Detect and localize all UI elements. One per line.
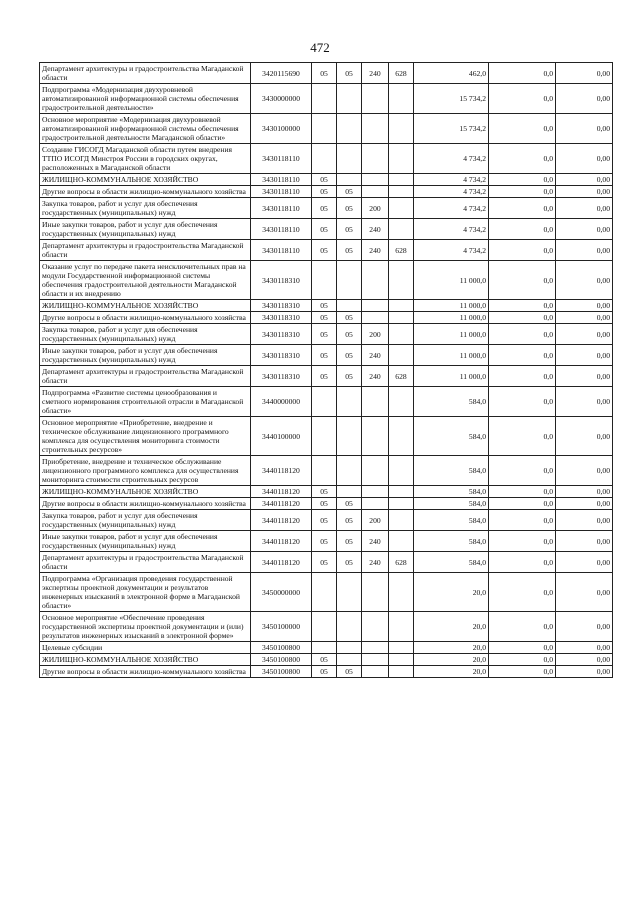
row-amount-2-cell: 0,0 bbox=[489, 456, 556, 486]
row-expense-type-cell: 200 bbox=[362, 324, 389, 345]
row-amount-2-cell: 0,0 bbox=[489, 486, 556, 498]
row-amount-2-cell: 0,0 bbox=[489, 666, 556, 678]
table-row bbox=[40, 114, 613, 144]
row-amount-1-cell: 4 734,2 bbox=[414, 219, 489, 240]
row-expense-type-cell bbox=[362, 84, 389, 114]
row-name-cell: Приобретение, внедрение и техническое обслуживание лицензионного программного комплекса для осуществления мониторинга стоимости строительных ресурсов bbox=[40, 456, 251, 486]
row-code-cell: 3450000000 bbox=[251, 573, 312, 612]
row-amount-2-cell: 0,0 bbox=[489, 498, 556, 510]
row-section-cell: 05 bbox=[312, 300, 337, 312]
row-expense-type-cell bbox=[362, 312, 389, 324]
table-row bbox=[40, 552, 613, 573]
row-code-cell: 3440118120 bbox=[251, 552, 312, 573]
row-amount-3-cell: 0,00 bbox=[556, 573, 613, 612]
row-subsection-cell: 05 bbox=[337, 366, 362, 387]
row-amount-1-cell: 584,0 bbox=[414, 552, 489, 573]
row-name-cell: ЖИЛИЩНО-КОММУНАЛЬНОЕ ХОЗЯЙСТВО bbox=[40, 486, 251, 498]
row-expense-type-cell: 200 bbox=[362, 198, 389, 219]
row-subsection-cell: 05 bbox=[337, 498, 362, 510]
row-department-cell bbox=[389, 456, 414, 486]
table-row bbox=[40, 654, 613, 666]
row-name-cell: Закупка товаров, работ и услуг для обеспечения государственных (муниципальных) нужд bbox=[40, 198, 251, 219]
row-amount-2-cell: 0,0 bbox=[489, 324, 556, 345]
row-expense-type-cell bbox=[362, 417, 389, 456]
row-name-cell: Основное мероприятие «Обеспечение проведения государственной экспертизы проектной документации и (или) результатов инженерных изысканий в электронной форме» bbox=[40, 612, 251, 642]
row-amount-1-cell: 584,0 bbox=[414, 417, 489, 456]
row-amount-2-cell: 0,0 bbox=[489, 366, 556, 387]
row-name-cell: Другие вопросы в области жилищно-коммунального хозяйства bbox=[40, 186, 251, 198]
row-expense-type-cell: 240 bbox=[362, 366, 389, 387]
table-row bbox=[40, 573, 613, 612]
row-subsection-cell: 05 bbox=[337, 531, 362, 552]
row-subsection-cell bbox=[337, 654, 362, 666]
budget-table bbox=[39, 62, 613, 678]
row-department-cell bbox=[389, 654, 414, 666]
row-amount-1-cell: 584,0 bbox=[414, 387, 489, 417]
row-code-cell: 3450100000 bbox=[251, 612, 312, 642]
row-code-cell: 3430118110 bbox=[251, 186, 312, 198]
row-amount-2-cell: 0,0 bbox=[489, 312, 556, 324]
row-section-cell bbox=[312, 612, 337, 642]
row-amount-3-cell: 0,00 bbox=[556, 300, 613, 312]
row-amount-3-cell: 0,00 bbox=[556, 498, 613, 510]
row-name-cell: Иные закупки товаров, работ и услуг для обеспечения государственных (муниципальных) нужд bbox=[40, 531, 251, 552]
row-amount-2-cell: 0,0 bbox=[489, 84, 556, 114]
row-name-cell: Департамент архитектуры и градостроительства Магаданской области bbox=[40, 552, 251, 573]
row-name-cell: Целевые субсидии bbox=[40, 642, 251, 654]
row-section-cell: 05 bbox=[312, 324, 337, 345]
row-name-cell: Закупка товаров, работ и услуг для обеспечения государственных (муниципальных) нужд bbox=[40, 324, 251, 345]
row-amount-1-cell: 4 734,2 bbox=[414, 198, 489, 219]
row-amount-1-cell: 4 734,2 bbox=[414, 240, 489, 261]
row-amount-3-cell: 0,00 bbox=[556, 417, 613, 456]
row-amount-3-cell: 0,00 bbox=[556, 456, 613, 486]
row-section-cell: 05 bbox=[312, 312, 337, 324]
row-name-cell: Основное мероприятие «Приобретение, внедрение и техническое обслуживание лицензионного программного комплекса для осуществления мониторинга стоимости строительных ресурсов» bbox=[40, 417, 251, 456]
row-code-cell: 3430100000 bbox=[251, 114, 312, 144]
row-department-cell: 628 bbox=[389, 63, 414, 84]
row-amount-1-cell: 584,0 bbox=[414, 456, 489, 486]
row-amount-1-cell: 20,0 bbox=[414, 666, 489, 678]
row-section-cell bbox=[312, 144, 337, 174]
row-amount-3-cell: 0,00 bbox=[556, 174, 613, 186]
row-subsection-cell bbox=[337, 84, 362, 114]
row-code-cell: 3430118310 bbox=[251, 366, 312, 387]
row-expense-type-cell bbox=[362, 642, 389, 654]
row-expense-type-cell bbox=[362, 114, 389, 144]
row-section-cell: 05 bbox=[312, 345, 337, 366]
row-amount-1-cell: 584,0 bbox=[414, 531, 489, 552]
table-row bbox=[40, 486, 613, 498]
table-row bbox=[40, 642, 613, 654]
row-subsection-cell: 05 bbox=[337, 198, 362, 219]
row-expense-type-cell bbox=[362, 612, 389, 642]
row-amount-1-cell: 4 734,2 bbox=[414, 174, 489, 186]
row-name-cell: Оказание услуг по передаче пакета неисключительных прав на модули Государственной информационной системы обеспечения градостроительной деятельности Магаданской области и их внедрению bbox=[40, 261, 251, 300]
row-section-cell bbox=[312, 387, 337, 417]
row-department-cell bbox=[389, 261, 414, 300]
row-subsection-cell: 05 bbox=[337, 240, 362, 261]
row-amount-2-cell: 0,0 bbox=[489, 345, 556, 366]
row-subsection-cell: 05 bbox=[337, 312, 362, 324]
row-code-cell: 3430118310 bbox=[251, 324, 312, 345]
row-name-cell: Подпрограмма «Модернизация двухуровневой автоматизированной информационной системы обеспечения градостроительной деятельности» bbox=[40, 84, 251, 114]
row-name-cell: Департамент архитектуры и градостроительства Магаданской области bbox=[40, 63, 251, 84]
row-section-cell bbox=[312, 114, 337, 144]
row-amount-3-cell: 0,00 bbox=[556, 366, 613, 387]
row-amount-1-cell: 20,0 bbox=[414, 654, 489, 666]
row-name-cell: ЖИЛИЩНО-КОММУНАЛЬНОЕ ХОЗЯЙСТВО bbox=[40, 300, 251, 312]
table-row bbox=[40, 387, 613, 417]
row-section-cell: 05 bbox=[312, 486, 337, 498]
row-amount-2-cell: 0,0 bbox=[489, 114, 556, 144]
table-row bbox=[40, 144, 613, 174]
row-department-cell bbox=[389, 666, 414, 678]
row-code-cell: 3430118310 bbox=[251, 345, 312, 366]
row-expense-type-cell bbox=[362, 654, 389, 666]
row-subsection-cell bbox=[337, 261, 362, 300]
row-name-cell: Иные закупки товаров, работ и услуг для обеспечения государственных (муниципальных) нужд bbox=[40, 219, 251, 240]
row-subsection-cell: 05 bbox=[337, 186, 362, 198]
row-subsection-cell bbox=[337, 612, 362, 642]
row-code-cell: 3430118110 bbox=[251, 174, 312, 186]
table-row bbox=[40, 312, 613, 324]
table-row bbox=[40, 456, 613, 486]
row-subsection-cell bbox=[337, 642, 362, 654]
row-amount-3-cell: 0,00 bbox=[556, 186, 613, 198]
row-amount-3-cell: 0,00 bbox=[556, 486, 613, 498]
row-amount-2-cell: 0,0 bbox=[489, 63, 556, 84]
row-amount-3-cell: 0,00 bbox=[556, 84, 613, 114]
row-amount-3-cell: 0,00 bbox=[556, 552, 613, 573]
table-row bbox=[40, 186, 613, 198]
row-amount-1-cell: 15 734,2 bbox=[414, 114, 489, 144]
row-amount-1-cell: 20,0 bbox=[414, 612, 489, 642]
row-subsection-cell bbox=[337, 114, 362, 144]
row-amount-3-cell: 0,00 bbox=[556, 654, 613, 666]
row-section-cell bbox=[312, 84, 337, 114]
row-code-cell: 3430118310 bbox=[251, 300, 312, 312]
row-name-cell: Подпрограмма «Организация проведения государственной экспертизы проектной документации и результатов инженерных изысканий в электронной форме в Магаданской области» bbox=[40, 573, 251, 612]
row-expense-type-cell: 240 bbox=[362, 531, 389, 552]
page-number: 472 bbox=[310, 40, 330, 55]
row-amount-1-cell: 4 734,2 bbox=[414, 144, 489, 174]
row-amount-2-cell: 0,0 bbox=[489, 642, 556, 654]
table-row bbox=[40, 174, 613, 186]
row-code-cell: 3430118310 bbox=[251, 312, 312, 324]
row-subsection-cell: 05 bbox=[337, 63, 362, 84]
row-department-cell bbox=[389, 612, 414, 642]
row-expense-type-cell bbox=[362, 186, 389, 198]
row-amount-1-cell: 20,0 bbox=[414, 642, 489, 654]
row-section-cell: 05 bbox=[312, 219, 337, 240]
row-code-cell: 3420115690 bbox=[251, 63, 312, 84]
row-section-cell bbox=[312, 573, 337, 612]
row-amount-3-cell: 0,00 bbox=[556, 642, 613, 654]
table-row bbox=[40, 498, 613, 510]
row-department-cell bbox=[389, 84, 414, 114]
row-subsection-cell bbox=[337, 174, 362, 186]
table-row bbox=[40, 666, 613, 678]
table-row bbox=[40, 219, 613, 240]
table-row bbox=[40, 417, 613, 456]
row-amount-1-cell: 584,0 bbox=[414, 510, 489, 531]
row-amount-3-cell: 0,00 bbox=[556, 612, 613, 642]
row-department-cell bbox=[389, 531, 414, 552]
row-amount-1-cell: 584,0 bbox=[414, 498, 489, 510]
row-subsection-cell bbox=[337, 387, 362, 417]
row-code-cell: 3440118120 bbox=[251, 456, 312, 486]
row-section-cell bbox=[312, 456, 337, 486]
row-name-cell: Департамент архитектуры и градостроительства Магаданской области bbox=[40, 240, 251, 261]
row-section-cell: 05 bbox=[312, 186, 337, 198]
row-expense-type-cell bbox=[362, 666, 389, 678]
row-subsection-cell bbox=[337, 300, 362, 312]
row-department-cell bbox=[389, 345, 414, 366]
row-amount-2-cell: 0,0 bbox=[489, 144, 556, 174]
table-row bbox=[40, 612, 613, 642]
row-name-cell: ЖИЛИЩНО-КОММУНАЛЬНОЕ ХОЗЯЙСТВО bbox=[40, 174, 251, 186]
row-expense-type-cell bbox=[362, 387, 389, 417]
row-amount-3-cell: 0,00 bbox=[556, 114, 613, 144]
row-amount-2-cell: 0,0 bbox=[489, 300, 556, 312]
row-subsection-cell bbox=[337, 144, 362, 174]
row-code-cell: 3450100800 bbox=[251, 654, 312, 666]
row-amount-1-cell: 11 000,0 bbox=[414, 345, 489, 366]
row-department-cell bbox=[389, 387, 414, 417]
row-code-cell: 3450100800 bbox=[251, 666, 312, 678]
row-department-cell bbox=[389, 144, 414, 174]
row-amount-2-cell: 0,0 bbox=[489, 552, 556, 573]
row-amount-3-cell: 0,00 bbox=[556, 219, 613, 240]
row-amount-2-cell: 0,0 bbox=[489, 240, 556, 261]
row-department-cell bbox=[389, 312, 414, 324]
row-code-cell: 3430000000 bbox=[251, 84, 312, 114]
row-amount-3-cell: 0,00 bbox=[556, 198, 613, 219]
row-subsection-cell: 05 bbox=[337, 552, 362, 573]
row-code-cell: 3440100000 bbox=[251, 417, 312, 456]
budget-table-body bbox=[40, 63, 613, 678]
row-name-cell: Другие вопросы в области жилищно-коммунального хозяйства bbox=[40, 498, 251, 510]
row-amount-2-cell: 0,0 bbox=[489, 654, 556, 666]
row-amount-3-cell: 0,00 bbox=[556, 666, 613, 678]
row-section-cell: 05 bbox=[312, 63, 337, 84]
row-expense-type-cell: 240 bbox=[362, 219, 389, 240]
row-expense-type-cell bbox=[362, 573, 389, 612]
row-amount-2-cell: 0,0 bbox=[489, 510, 556, 531]
row-expense-type-cell: 240 bbox=[362, 63, 389, 84]
row-subsection-cell bbox=[337, 456, 362, 486]
row-amount-3-cell: 0,00 bbox=[556, 345, 613, 366]
row-amount-1-cell: 15 734,2 bbox=[414, 84, 489, 114]
row-department-cell bbox=[389, 573, 414, 612]
row-expense-type-cell bbox=[362, 456, 389, 486]
row-section-cell: 05 bbox=[312, 531, 337, 552]
row-section-cell: 05 bbox=[312, 666, 337, 678]
row-amount-2-cell: 0,0 bbox=[489, 219, 556, 240]
row-code-cell: 3440000000 bbox=[251, 387, 312, 417]
row-amount-3-cell: 0,00 bbox=[556, 510, 613, 531]
row-subsection-cell bbox=[337, 417, 362, 456]
table-row bbox=[40, 510, 613, 531]
row-code-cell: 3450100800 bbox=[251, 642, 312, 654]
row-code-cell: 3440118120 bbox=[251, 486, 312, 498]
row-section-cell: 05 bbox=[312, 366, 337, 387]
row-section-cell bbox=[312, 261, 337, 300]
table-row bbox=[40, 63, 613, 84]
row-department-cell bbox=[389, 186, 414, 198]
row-subsection-cell bbox=[337, 486, 362, 498]
table-row bbox=[40, 261, 613, 300]
row-amount-2-cell: 0,0 bbox=[489, 417, 556, 456]
row-department-cell bbox=[389, 486, 414, 498]
row-code-cell: 3430118310 bbox=[251, 261, 312, 300]
table-row bbox=[40, 84, 613, 114]
row-amount-1-cell: 11 000,0 bbox=[414, 324, 489, 345]
row-section-cell: 05 bbox=[312, 510, 337, 531]
row-subsection-cell: 05 bbox=[337, 666, 362, 678]
row-amount-1-cell: 462,0 bbox=[414, 63, 489, 84]
row-expense-type-cell: 240 bbox=[362, 345, 389, 366]
row-section-cell: 05 bbox=[312, 552, 337, 573]
row-name-cell: Подпрограмма «Развитие системы ценообразования и сметного нормирования строительной отрасли в Магаданской области» bbox=[40, 387, 251, 417]
row-name-cell: Основное мероприятие «Модернизация двухуровневой автоматизированной информационной системы обеспечения градостроительной деятельности Магаданской области» bbox=[40, 114, 251, 144]
row-expense-type-cell bbox=[362, 498, 389, 510]
row-code-cell: 3440118120 bbox=[251, 531, 312, 552]
row-amount-1-cell: 20,0 bbox=[414, 573, 489, 612]
row-department-cell: 628 bbox=[389, 366, 414, 387]
row-code-cell: 3430118110 bbox=[251, 198, 312, 219]
row-amount-2-cell: 0,0 bbox=[489, 573, 556, 612]
row-expense-type-cell: 200 bbox=[362, 510, 389, 531]
row-subsection-cell: 05 bbox=[337, 324, 362, 345]
row-name-cell: Создание ГИСОГД Магаданской области путем внедрения ТТПО ИСОГД Минстроя России в городских округах, расположенных в Магаданской области bbox=[40, 144, 251, 174]
row-department-cell: 628 bbox=[389, 552, 414, 573]
row-amount-1-cell: 11 000,0 bbox=[414, 261, 489, 300]
row-amount-2-cell: 0,0 bbox=[489, 612, 556, 642]
row-expense-type-cell: 240 bbox=[362, 240, 389, 261]
row-amount-2-cell: 0,0 bbox=[489, 174, 556, 186]
row-code-cell: 3430118110 bbox=[251, 240, 312, 261]
row-amount-2-cell: 0,0 bbox=[489, 186, 556, 198]
row-subsection-cell: 05 bbox=[337, 345, 362, 366]
row-expense-type-cell bbox=[362, 261, 389, 300]
row-amount-2-cell: 0,0 bbox=[489, 387, 556, 417]
row-amount-3-cell: 0,00 bbox=[556, 387, 613, 417]
row-subsection-cell bbox=[337, 573, 362, 612]
row-department-cell bbox=[389, 642, 414, 654]
row-department-cell bbox=[389, 510, 414, 531]
table-row bbox=[40, 531, 613, 552]
row-name-cell: Другие вопросы в области жилищно-коммунального хозяйства bbox=[40, 312, 251, 324]
row-amount-3-cell: 0,00 bbox=[556, 531, 613, 552]
row-section-cell: 05 bbox=[312, 198, 337, 219]
row-name-cell: Другие вопросы в области жилищно-коммунального хозяйства bbox=[40, 666, 251, 678]
row-department-cell bbox=[389, 300, 414, 312]
row-name-cell: Закупка товаров, работ и услуг для обеспечения государственных (муниципальных) нужд bbox=[40, 510, 251, 531]
row-code-cell: 3430118110 bbox=[251, 144, 312, 174]
table-row bbox=[40, 345, 613, 366]
row-amount-1-cell: 584,0 bbox=[414, 486, 489, 498]
table-row bbox=[40, 300, 613, 312]
row-expense-type-cell bbox=[362, 300, 389, 312]
row-amount-3-cell: 0,00 bbox=[556, 261, 613, 300]
row-section-cell: 05 bbox=[312, 174, 337, 186]
row-department-cell bbox=[389, 324, 414, 345]
row-section-cell: 05 bbox=[312, 498, 337, 510]
row-name-cell: Департамент архитектуры и градостроительства Магаданской области bbox=[40, 366, 251, 387]
row-subsection-cell: 05 bbox=[337, 219, 362, 240]
row-expense-type-cell bbox=[362, 144, 389, 174]
table-row bbox=[40, 324, 613, 345]
row-amount-1-cell: 4 734,2 bbox=[414, 186, 489, 198]
row-section-cell: 05 bbox=[312, 654, 337, 666]
row-amount-2-cell: 0,0 bbox=[489, 261, 556, 300]
row-department-cell bbox=[389, 498, 414, 510]
row-name-cell: Иные закупки товаров, работ и услуг для обеспечения государственных (муниципальных) нужд bbox=[40, 345, 251, 366]
row-department-cell bbox=[389, 417, 414, 456]
row-amount-1-cell: 11 000,0 bbox=[414, 300, 489, 312]
row-expense-type-cell bbox=[362, 174, 389, 186]
row-name-cell: ЖИЛИЩНО-КОММУНАЛЬНОЕ ХОЗЯЙСТВО bbox=[40, 654, 251, 666]
table-row bbox=[40, 198, 613, 219]
row-department-cell: 628 bbox=[389, 240, 414, 261]
row-amount-3-cell: 0,00 bbox=[556, 324, 613, 345]
row-code-cell: 3430118110 bbox=[251, 219, 312, 240]
table-row bbox=[40, 240, 613, 261]
row-amount-1-cell: 11 000,0 bbox=[414, 366, 489, 387]
row-code-cell: 3440118120 bbox=[251, 498, 312, 510]
table-row bbox=[40, 366, 613, 387]
row-department-cell bbox=[389, 198, 414, 219]
row-section-cell bbox=[312, 417, 337, 456]
row-department-cell bbox=[389, 174, 414, 186]
row-code-cell: 3440118120 bbox=[251, 510, 312, 531]
row-amount-1-cell: 11 000,0 bbox=[414, 312, 489, 324]
row-section-cell: 05 bbox=[312, 240, 337, 261]
row-amount-3-cell: 0,00 bbox=[556, 63, 613, 84]
row-amount-2-cell: 0,0 bbox=[489, 531, 556, 552]
row-department-cell bbox=[389, 114, 414, 144]
row-expense-type-cell bbox=[362, 486, 389, 498]
row-amount-3-cell: 0,00 bbox=[556, 312, 613, 324]
row-expense-type-cell: 240 bbox=[362, 552, 389, 573]
row-amount-3-cell: 0,00 bbox=[556, 240, 613, 261]
row-department-cell bbox=[389, 219, 414, 240]
row-subsection-cell: 05 bbox=[337, 510, 362, 531]
row-amount-3-cell: 0,00 bbox=[556, 144, 613, 174]
row-amount-2-cell: 0,0 bbox=[489, 198, 556, 219]
row-section-cell bbox=[312, 642, 337, 654]
